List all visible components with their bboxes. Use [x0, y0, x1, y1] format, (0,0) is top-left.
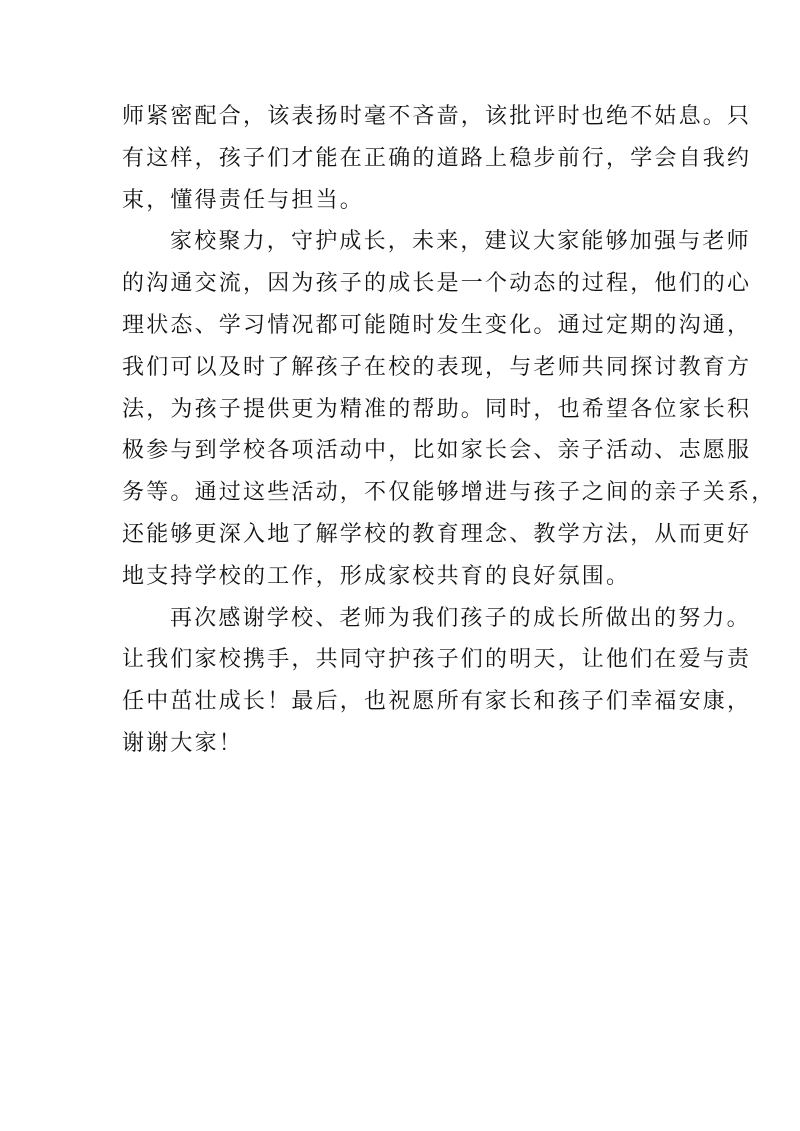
- text-line: 有这样，孩子们才能在正确的道路上稳步前行，学会自我约: [122, 145, 752, 171]
- text-line: 束，懂得责任与担当。: [122, 187, 365, 213]
- text-line: 让我们家校携手，共同守护孩子们的明天，让他们在爱与责: [122, 647, 752, 673]
- paragraph-continuation: [122, 96, 752, 221]
- text-line: 家校聚力，守护成长，未来，建议大家能够加强与老师: [170, 229, 751, 255]
- text-line: 任中茁壮成长！最后，也祝愿所有家长和孩子们幸福安康，: [122, 689, 752, 715]
- text-line: 还能够更深入地了解学校的教育理念、教学方法，从而更好: [122, 521, 752, 547]
- document-page: [122, 96, 776, 765]
- paragraph-home-school-cooperation: [122, 221, 776, 597]
- text-line: 地支持学校的工作，形成家校共育的良好氛围。: [122, 563, 631, 589]
- text-line: 理状态、学习情况都可能随时发生变化。通过定期的沟通，: [122, 312, 752, 338]
- text-line: 师紧密配合，该表扬时毫不吝啬，该批评时也绝不姑息。只: [122, 104, 752, 129]
- text-line: 再次感谢学校、老师为我们孩子的成长所做出的努力。: [170, 605, 751, 631]
- text-line: 谢谢大家！: [122, 730, 244, 756]
- text-line: 极参与到学校各项活动中，比如家长会、亲子活动、志愿服: [122, 438, 752, 464]
- text-line: 法，为孩子提供更为精准的帮助。同时，也希望各位家长积: [122, 396, 752, 422]
- text-line: 务等。通过这些活动，不仅能够增进与孩子之间的亲子关系，: [122, 480, 776, 506]
- paragraph-closing-thanks: [122, 598, 752, 765]
- text-line: 我们可以及时了解孩子在校的表现，与老师共同探讨教育方: [122, 354, 752, 380]
- text-line: 的沟通交流，因为孩子的成长是一个动态的过程，他们的心: [122, 271, 752, 297]
